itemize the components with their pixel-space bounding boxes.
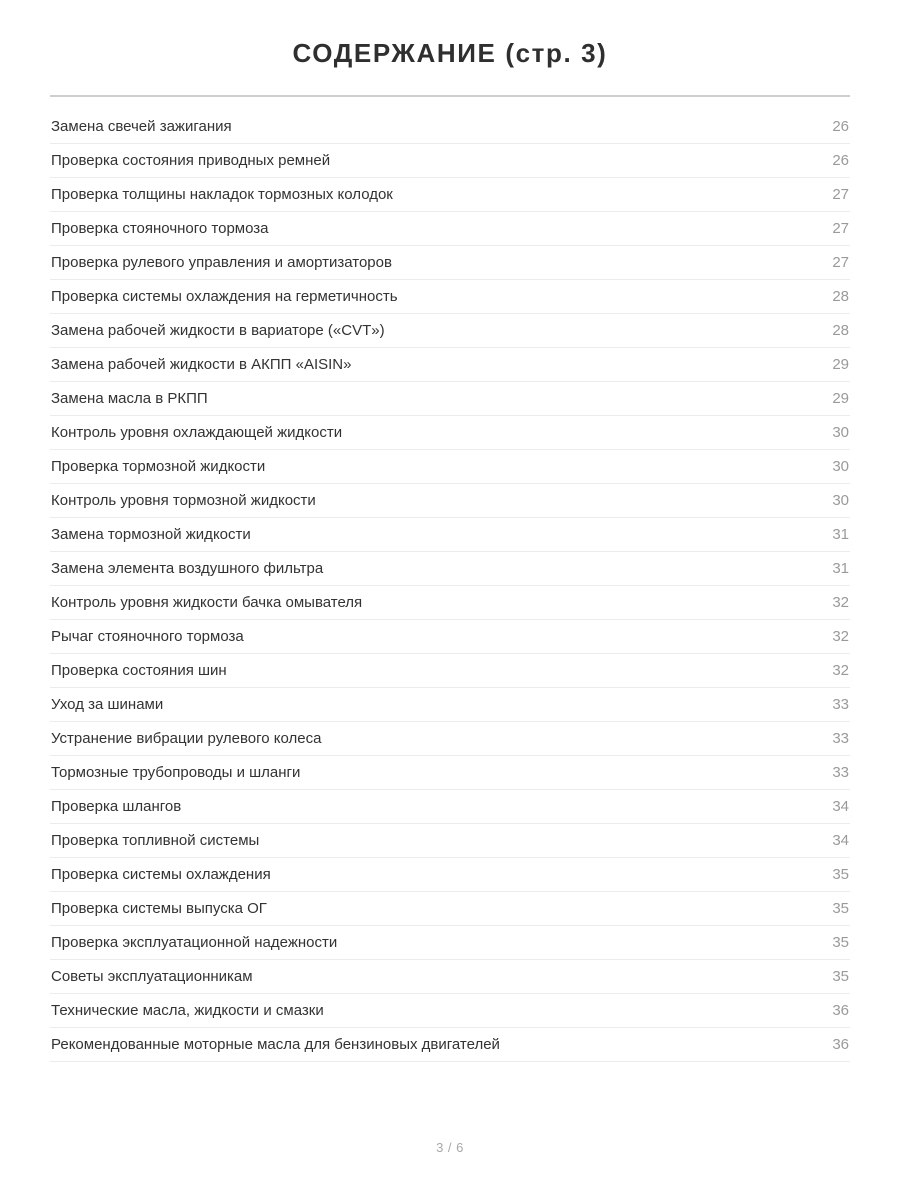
toc-entry-label: Проверка тормозной жидкости	[51, 457, 266, 475]
toc-entry-label: Проверка системы охлаждения	[51, 865, 271, 883]
toc-entry-page-number: 27	[832, 185, 849, 203]
toc-entry-page-number: 33	[832, 763, 849, 781]
toc-entry[interactable]	[50, 858, 850, 892]
toc-entry-label: Уход за шинами	[51, 695, 164, 713]
toc-entry-label: Замена свечей зажигания	[51, 117, 232, 135]
toc-entry-label: Рычаг стояночного тормоза	[51, 627, 244, 645]
toc-entry[interactable]	[50, 688, 850, 722]
toc-entry-page-number: 36	[832, 1001, 849, 1019]
toc-entry[interactable]	[50, 620, 850, 654]
toc-entry-label: Проверка состояния приводных ремней	[51, 151, 331, 169]
toc-entry[interactable]	[50, 892, 850, 926]
toc-entry-label: Проверка стояночного тормоза	[51, 219, 269, 237]
toc-entry-label: Замена рабочей жидкости в АКПП «AISIN»	[51, 355, 352, 373]
toc-entry[interactable]	[50, 280, 850, 314]
toc-entry[interactable]	[50, 348, 850, 382]
toc-entry[interactable]	[50, 1028, 850, 1062]
toc-entry[interactable]	[50, 586, 850, 620]
toc-entry-label: Контроль уровня охлаждающей жидкости	[51, 423, 343, 441]
toc-entry-label: Проверка системы охлаждения на герметичность	[51, 287, 398, 305]
toc-entry[interactable]	[50, 552, 850, 586]
toc-entry-page-number: 31	[832, 525, 849, 543]
toc-entry-label: Рекомендованные моторные масла для бензиновых двигателей	[51, 1035, 500, 1053]
toc-entry[interactable]	[50, 756, 850, 790]
toc-entry-label: Тормозные трубопроводы и шланги	[51, 763, 301, 781]
toc-entry[interactable]	[50, 926, 850, 960]
toc-entry-label: Советы эксплуатационникам	[51, 967, 253, 985]
toc-entry[interactable]	[50, 110, 850, 144]
toc-entry-page-number: 35	[832, 933, 849, 951]
toc-entry[interactable]	[50, 382, 850, 416]
toc-entry[interactable]	[50, 960, 850, 994]
toc-entry-page-number: 34	[832, 831, 849, 849]
toc-entry-page-number: 35	[832, 899, 849, 917]
toc-entry-page-number: 29	[832, 355, 849, 373]
toc-entry[interactable]	[50, 178, 850, 212]
toc-entry[interactable]	[50, 144, 850, 178]
toc-entry-page-number: 30	[832, 423, 849, 441]
toc-entry-label: Проверка топливной системы	[51, 831, 260, 849]
toc-entry[interactable]	[50, 518, 850, 552]
page-footer: 3 / 6	[436, 1140, 464, 1155]
toc-entry-page-number: 26	[832, 151, 849, 169]
toc-entry[interactable]	[50, 824, 850, 858]
toc-entry-page-number: 30	[832, 491, 849, 509]
toc-entry-label: Устранение вибрации рулевого колеса	[51, 729, 322, 747]
toc-entry-page-number: 28	[832, 287, 849, 305]
toc-entry-label: Проверка шлангов	[51, 797, 182, 815]
toc-entry-page-number: 32	[832, 593, 849, 611]
toc-entry-label: Замена тормозной жидкости	[51, 525, 251, 543]
toc-entry-page-number: 33	[832, 729, 849, 747]
toc-entry-page-number: 26	[832, 117, 849, 135]
toc-entry-label: Технические масла, жидкости и смазки	[51, 1001, 324, 1019]
toc-entry-label: Проверка толщины накладок тормозных колодок	[51, 185, 393, 203]
toc-entry-page-number: 35	[832, 967, 849, 985]
toc-entry-page-number: 30	[832, 457, 849, 475]
table-of-contents	[50, 110, 850, 1062]
toc-entry-label: Контроль уровня тормозной жидкости	[51, 491, 316, 509]
page-title: СОДЕРЖАНИЕ (стр. 3)	[292, 38, 608, 68]
toc-entry[interactable]	[50, 416, 850, 450]
toc-entry-page-number: 31	[832, 559, 849, 577]
toc-entry-page-number: 27	[832, 219, 849, 237]
toc-entry[interactable]	[50, 314, 850, 348]
toc-entry[interactable]	[50, 484, 850, 518]
toc-entry-label: Проверка эксплуатационной надежности	[51, 933, 338, 951]
toc-entry-label: Замена элемента воздушного фильтра	[51, 559, 324, 577]
toc-entry-page-number: 35	[832, 865, 849, 883]
toc-entry[interactable]	[50, 212, 850, 246]
toc-entry[interactable]	[50, 654, 850, 688]
toc-entry-label: Замена масла в РКПП	[51, 389, 208, 407]
toc-entry-page-number: 34	[832, 797, 849, 815]
toc-entry[interactable]	[50, 450, 850, 484]
toc-entry[interactable]	[50, 246, 850, 280]
toc-entry-label: Замена рабочей жидкости в вариаторе («CVT»)	[51, 321, 385, 339]
toc-entry-page-number: 32	[832, 627, 849, 645]
toc-entry[interactable]	[50, 722, 850, 756]
toc-entry[interactable]	[50, 790, 850, 824]
title-divider	[50, 95, 850, 97]
toc-entry-page-number: 27	[832, 253, 849, 271]
toc-entry-label: Контроль уровня жидкости бачка омывателя	[51, 593, 363, 611]
toc-entry-label: Проверка состояния шин	[51, 661, 227, 679]
toc-entry-label: Проверка рулевого управления и амортизаторов	[51, 253, 392, 271]
toc-entry-page-number: 28	[832, 321, 849, 339]
toc-entry-page-number: 32	[832, 661, 849, 679]
toc-entry-label: Проверка системы выпуска ОГ	[51, 899, 267, 917]
toc-entry-page-number: 29	[832, 389, 849, 407]
toc-entry-page-number: 36	[832, 1035, 849, 1053]
toc-entry[interactable]	[50, 994, 850, 1028]
toc-entry-page-number: 33	[832, 695, 849, 713]
